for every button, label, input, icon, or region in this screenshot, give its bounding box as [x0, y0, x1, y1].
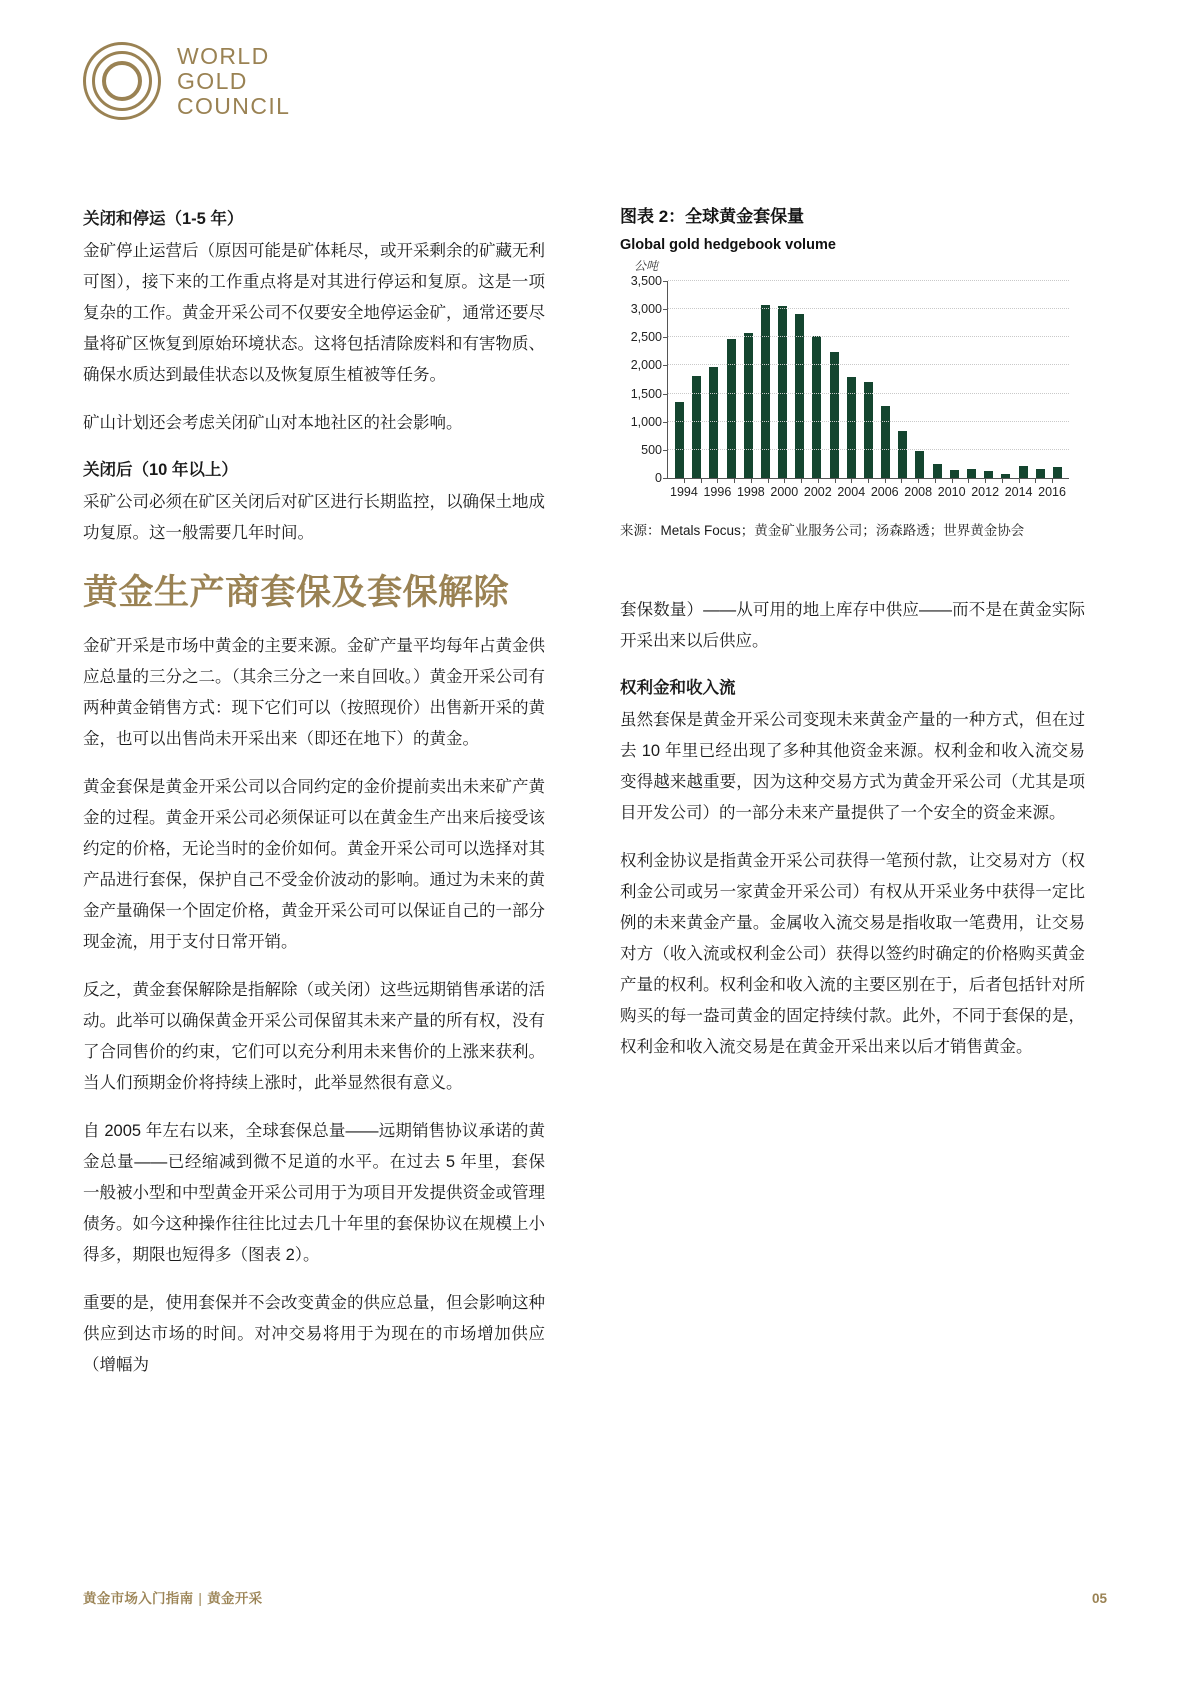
y-axis-tick-mark — [663, 478, 668, 479]
y-axis-unit-label: 公吨 — [634, 259, 659, 273]
y-axis-tick-label: 2,000 — [630, 358, 662, 373]
figure-source: 来源：Metals Focus；黄金矿业服务公司；汤森路透；世界黄金协会 — [620, 523, 1025, 538]
x-axis-tick-mark — [1019, 478, 1020, 483]
x-axis-tick-mark — [918, 478, 919, 483]
logo-line-1: WORLD — [177, 42, 270, 69]
x-axis-tick-mark — [968, 478, 969, 483]
x-axis-tick-mark — [701, 478, 702, 483]
paragraph-dehedging: 反之，黄金套保解除是指解除（或关闭）这些远期销售承诺的活动。此举可以确保黄金开采公司保留其未来产量的所有权，没有了合同售价的约束，它们可以充分利用未来售价的上涨来获利。当人们预期金价将持续上涨时，此举显然很有意义。 — [83, 981, 545, 1092]
y-axis-tick-mark — [663, 450, 668, 451]
x-axis-tick-mark — [684, 478, 685, 483]
x-axis-labels — [667, 483, 1069, 503]
x-axis-tick-mark — [717, 478, 718, 483]
bar — [1019, 466, 1028, 478]
footer-breadcrumb — [83, 1587, 262, 1607]
figure-caption-en: Global gold hedgebook volume — [620, 237, 836, 253]
bar — [709, 367, 718, 478]
logo-line-3: COUNCIL — [177, 92, 291, 119]
y-axis-tick-mark — [663, 309, 668, 310]
footer-doc-title: 黄金市场入门指南 — [83, 1591, 194, 1606]
x-axis-tick-mark — [885, 478, 886, 483]
y-axis-tick-label: 1,000 — [630, 414, 662, 429]
x-axis-tick-label: 2000 — [770, 483, 798, 503]
y-axis-tick-label: 500 — [641, 442, 662, 457]
y-axis-tick-label: 2,500 — [630, 330, 662, 345]
x-axis-tick-label: 2016 — [1038, 483, 1066, 503]
bar — [881, 406, 890, 478]
bar — [1053, 467, 1062, 478]
bar — [933, 464, 942, 478]
y-axis-tick-mark — [663, 394, 668, 395]
y-axis-tick-label: 3,500 — [630, 274, 662, 288]
bar — [915, 451, 924, 478]
x-axis-tick-label: 1994 — [670, 483, 698, 503]
bar-chart — [620, 275, 1075, 505]
bar — [744, 333, 753, 478]
concentric-rings-icon — [83, 42, 161, 120]
right-column — [620, 595, 1085, 1080]
x-axis-tick-label: 1996 — [703, 483, 731, 503]
paragraph-supply-timing: 重要的是，使用套保并不会改变黄金的供应总量，但会影响这种供应到达市场的时间。对冲交易将用于为现在的市场增加供应（增幅为 — [83, 1294, 545, 1374]
bar — [898, 431, 907, 478]
logo-wordmark — [177, 44, 290, 119]
figure-caption-cn: 图表 2：全球黄金套保量 — [620, 207, 805, 226]
x-axis-tick-mark — [784, 478, 785, 483]
x-axis-tick-label: 2002 — [804, 483, 832, 503]
x-axis-tick-mark — [935, 478, 936, 483]
bar — [675, 402, 684, 478]
footer-section-title: 黄金开采 — [207, 1591, 263, 1606]
section-title-hedging: 黄金生产商套保及套保解除 — [83, 573, 510, 612]
x-axis-tick-mark — [1035, 478, 1036, 483]
x-axis-tick-mark — [851, 478, 852, 483]
bar — [692, 376, 701, 478]
gridline — [630, 414, 1069, 429]
gridline — [630, 302, 1069, 317]
x-axis-tick-mark — [901, 478, 902, 483]
paragraph-mine-plan-social: 矿山计划还会考虑关闭矿山对本地社区的社会影响。 — [83, 414, 463, 432]
heading-post-closure: 关闭后（10 年以上） — [83, 461, 238, 479]
logo-line-2: GOLD — [177, 67, 248, 94]
gridline — [630, 358, 1069, 373]
x-axis-tick-mark — [868, 478, 869, 483]
paragraph-closure-body: 金矿停止运营后（原因可能是矿体耗尽，或开采剩余的矿藏无利可图），接下来的工作重点将是对其进行停运和复原。这是一项复杂的工作。黄金开采公司不仅要安全地停运金矿，通常还要尽量将矿区恢复到原始环境状态。这将包括清除废料和有害物质、确保水质达到最佳状态以及恢复原生植被等任务。 — [83, 242, 545, 384]
x-axis-tick-mark — [952, 478, 953, 483]
bar — [727, 339, 736, 478]
x-axis-tick-label: 2006 — [871, 483, 899, 503]
left-column — [83, 205, 545, 1398]
paragraph-hedging-definition: 黄金套保是黄金开采公司以合同约定的金价提前卖出未来矿产黄金的过程。黄金开采公司必须保证可以在黄金生产出来后接受该约定的价格，无论当时的金价如何。黄金开采公司可以选择对其产品进行套保，保护自己不受金价波动的影响。通过为未来的黄金产量确保一个固定价格，黄金开采公司可以保证自己的一部分现金流，用于支付日常开销。 — [83, 778, 545, 951]
bar — [812, 336, 821, 478]
gridline — [641, 442, 1069, 457]
paragraph-royalties-intro: 虽然套保是黄金开采公司变现未来黄金产量的一种方式，但在过去 10 年里已经出现了多种其他资金来源。权利金和收入流交易变得越来越重要，因为这种交易方式为黄金开采公司（尤其是项目开发公司）的一部分未来产量提供了一个安全的资金来源。 — [620, 711, 1085, 822]
x-axis-tick-label: 2008 — [904, 483, 932, 503]
x-axis-tick-mark — [734, 478, 735, 483]
plot-area — [630, 274, 1069, 485]
x-axis-tick-mark — [801, 478, 802, 483]
world-gold-council-logo — [83, 42, 290, 120]
x-axis-tick-label: 2010 — [938, 483, 966, 503]
heading-closure-decommissioning: 关闭和停运（1-5 年） — [83, 210, 244, 228]
footer-separator: | — [198, 1591, 203, 1606]
bar — [967, 469, 976, 478]
x-axis-tick-label: 1998 — [737, 483, 765, 503]
x-axis-tick-mark — [835, 478, 836, 483]
x-axis-tick-mark — [818, 478, 819, 483]
figure-block — [620, 205, 1082, 541]
y-axis-tick-mark — [663, 365, 668, 366]
x-axis-tick-mark — [768, 478, 769, 483]
paragraph-hedge-supply: 套保数量）——从可用的地上库存中供应——而不是在黄金实际开采出来以后供应。 — [620, 601, 1085, 650]
x-axis-tick-mark — [751, 478, 752, 483]
x-axis-tick-label: 2012 — [971, 483, 999, 503]
paragraph-mining-source: 金矿开采是市场中黄金的主要来源。金矿产量平均每年占黄金供应总量的三分之二。（其余三分之一来自回收。）黄金开采公司有两种黄金销售方式：现下它们可以（按照现价）出售新开采的黄金，也可以出售尚未开采出来（即还在地下）的黄金。 — [83, 637, 545, 748]
y-axis-tick-mark — [663, 281, 668, 282]
x-axis-tick-label: 2014 — [1005, 483, 1033, 503]
y-axis-tick-label: 0 — [655, 471, 662, 485]
gridline — [630, 274, 1069, 288]
y-axis-tick-label: 1,500 — [630, 386, 662, 401]
bar — [950, 470, 959, 478]
x-axis-tick-label: 2004 — [837, 483, 865, 503]
bar — [864, 382, 873, 478]
page-footer — [83, 1587, 1107, 1607]
x-axis-tick-mark — [1002, 478, 1003, 483]
gridline — [630, 330, 1069, 345]
paragraph-hedgebook-since-2005: 自 2005 年左右以来，全球套保总量——远期销售协议承诺的黄金总量——已经缩减到微不足道的水平。在过去 5 年里，套保一般被小型和中型黄金开采公司用于为项目开发提供资金或管理债务。如今这种操作往往比过去几十年里的套保协议在规模上小得多，期限也短得多（图表 2）。 — [83, 1122, 545, 1264]
x-axis-tick-mark — [1052, 478, 1053, 483]
bar — [830, 352, 839, 478]
bar — [984, 471, 993, 478]
paragraph-royalties-detail: 权利金协议是指黄金开采公司获得一笔预付款，让交易对方（权利金公司或另一家黄金开采公司）有权从开采业务中获得一定比例的未来黄金产量。金属收入流交易是指收取一笔费用，让交易对方（收入流或权利金公司）获得以签约时确定的价格购买黄金产量的权利。权利金和收入流的主要区别在于，后者包括针对所购买的每一盎司黄金的固定持续付款。此外，不同于套保的是，权利金和收入流交易是在黄金开采出来以后才销售黄金。 — [620, 852, 1085, 1056]
heading-royalties-streams: 权利金和收入流 — [620, 679, 736, 697]
page-number: 05 — [1091, 1591, 1107, 1606]
bar — [1036, 469, 1045, 478]
y-axis-tick-mark — [663, 337, 668, 338]
bar — [795, 314, 804, 478]
paragraph-post-closure-body: 采矿公司必须在矿区关闭后对矿区进行长期监控，以确保土地成功复原。这一般需要几年时间。 — [83, 493, 545, 542]
y-axis-tick-mark — [663, 422, 668, 423]
y-axis-tick-label: 3,000 — [630, 302, 662, 317]
x-axis-tick-mark — [985, 478, 986, 483]
gridline — [630, 386, 1069, 401]
